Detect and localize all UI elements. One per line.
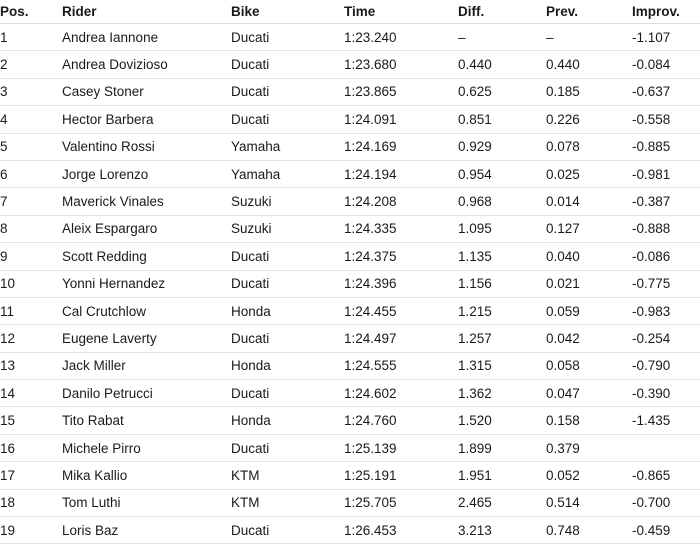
- cell-diff: 1.257: [458, 325, 546, 352]
- cell-rider: Jorge Lorenzo: [62, 160, 231, 187]
- cell-diff: 3.213: [458, 517, 546, 544]
- cell-diff: 0.851: [458, 106, 546, 133]
- table-row: [0, 352, 700, 379]
- cell-pos: 18: [0, 489, 62, 516]
- cell-bike: Ducati: [231, 24, 344, 51]
- cell-prev: 0.514: [546, 489, 632, 516]
- cell-improv: -0.888: [632, 215, 700, 242]
- cell-improv: -0.254: [632, 325, 700, 352]
- cell-prev: 0.379: [546, 434, 632, 461]
- cell-diff: 0.954: [458, 160, 546, 187]
- table-row: [0, 188, 700, 215]
- cell-rider: Scott Redding: [62, 243, 231, 270]
- cell-pos: 13: [0, 352, 62, 379]
- cell-prev: 0.052: [546, 462, 632, 489]
- table-row: [0, 106, 700, 133]
- cell-pos: 14: [0, 380, 62, 407]
- cell-bike: Yamaha: [231, 160, 344, 187]
- cell-prev: 0.042: [546, 325, 632, 352]
- table-row: [0, 78, 700, 105]
- cell-time: 1:23.240: [344, 24, 458, 51]
- cell-bike: Yamaha: [231, 133, 344, 160]
- cell-diff: 0.625: [458, 78, 546, 105]
- cell-time: 1:24.497: [344, 325, 458, 352]
- cell-rider: Casey Stoner: [62, 78, 231, 105]
- table-row: [0, 160, 700, 187]
- table-row: [0, 215, 700, 242]
- cell-prev: 0.014: [546, 188, 632, 215]
- cell-time: 1:24.396: [344, 270, 458, 297]
- cell-bike: Ducati: [231, 51, 344, 78]
- cell-bike: Ducati: [231, 517, 344, 544]
- cell-bike: Honda: [231, 352, 344, 379]
- cell-pos: 2: [0, 51, 62, 78]
- cell-diff: 1.362: [458, 380, 546, 407]
- table-row: [0, 24, 700, 51]
- cell-time: 1:25.705: [344, 489, 458, 516]
- cell-pos: 4: [0, 106, 62, 133]
- table-row: [0, 51, 700, 78]
- cell-diff: 1.899: [458, 434, 546, 461]
- cell-improv: -1.107: [632, 24, 700, 51]
- cell-time: 1:26.453: [344, 517, 458, 544]
- table-row: [0, 407, 700, 434]
- cell-time: 1:24.194: [344, 160, 458, 187]
- cell-time: 1:24.375: [344, 243, 458, 270]
- cell-improv: -0.637: [632, 78, 700, 105]
- cell-bike: Honda: [231, 407, 344, 434]
- cell-bike: Ducati: [231, 270, 344, 297]
- table-row: [0, 380, 700, 407]
- cell-rider: Loris Baz: [62, 517, 231, 544]
- cell-pos: 7: [0, 188, 62, 215]
- header-row: [0, 0, 700, 24]
- cell-prev: –: [546, 24, 632, 51]
- table-body: [0, 24, 700, 544]
- cell-bike: Ducati: [231, 380, 344, 407]
- cell-time: 1:23.680: [344, 51, 458, 78]
- cell-diff: 2.465: [458, 489, 546, 516]
- cell-prev: 0.025: [546, 160, 632, 187]
- cell-pos: 8: [0, 215, 62, 242]
- cell-improv: -0.865: [632, 462, 700, 489]
- cell-pos: 10: [0, 270, 62, 297]
- cell-time: 1:24.169: [344, 133, 458, 160]
- cell-rider: Michele Pirro: [62, 434, 231, 461]
- cell-prev: 0.127: [546, 215, 632, 242]
- cell-prev: 0.748: [546, 517, 632, 544]
- cell-rider: Mika Kallio: [62, 462, 231, 489]
- cell-improv: -0.558: [632, 106, 700, 133]
- cell-improv: -0.086: [632, 243, 700, 270]
- cell-improv: -1.435: [632, 407, 700, 434]
- cell-improv: -0.775: [632, 270, 700, 297]
- cell-rider: Yonni Hernandez: [62, 270, 231, 297]
- cell-diff: 1.315: [458, 352, 546, 379]
- cell-improv: -0.459: [632, 517, 700, 544]
- cell-pos: 15: [0, 407, 62, 434]
- cell-diff: 1.215: [458, 297, 546, 324]
- cell-bike: Ducati: [231, 243, 344, 270]
- cell-prev: 0.078: [546, 133, 632, 160]
- table-row: [0, 243, 700, 270]
- cell-time: 1:24.555: [344, 352, 458, 379]
- cell-diff: 0.440: [458, 51, 546, 78]
- cell-time: 1:24.335: [344, 215, 458, 242]
- cell-improv: -0.700: [632, 489, 700, 516]
- cell-rider: Eugene Laverty: [62, 325, 231, 352]
- cell-rider: Cal Crutchlow: [62, 297, 231, 324]
- header-diff: Diff.: [458, 0, 546, 24]
- cell-bike: Ducati: [231, 325, 344, 352]
- cell-prev: 0.158: [546, 407, 632, 434]
- cell-time: 1:25.191: [344, 462, 458, 489]
- cell-bike: KTM: [231, 462, 344, 489]
- header-time: Time: [344, 0, 458, 24]
- cell-prev: 0.047: [546, 380, 632, 407]
- cell-pos: 6: [0, 160, 62, 187]
- cell-diff: 1.520: [458, 407, 546, 434]
- cell-rider: Jack Miller: [62, 352, 231, 379]
- cell-diff: 0.968: [458, 188, 546, 215]
- cell-diff: 1.095: [458, 215, 546, 242]
- cell-pos: 17: [0, 462, 62, 489]
- cell-diff: –: [458, 24, 546, 51]
- cell-improv: -0.084: [632, 51, 700, 78]
- table-header: [0, 0, 700, 24]
- cell-prev: 0.226: [546, 106, 632, 133]
- cell-rider: Andrea Iannone: [62, 24, 231, 51]
- cell-time: 1:23.865: [344, 78, 458, 105]
- cell-bike: Suzuki: [231, 215, 344, 242]
- cell-pos: 11: [0, 297, 62, 324]
- cell-prev: 0.058: [546, 352, 632, 379]
- cell-rider: Valentino Rossi: [62, 133, 231, 160]
- cell-time: 1:24.455: [344, 297, 458, 324]
- cell-prev: 0.040: [546, 243, 632, 270]
- cell-rider: Danilo Petrucci: [62, 380, 231, 407]
- cell-time: 1:24.208: [344, 188, 458, 215]
- cell-pos: 19: [0, 517, 62, 544]
- cell-bike: KTM: [231, 489, 344, 516]
- table-row: [0, 434, 700, 461]
- cell-improv: -0.983: [632, 297, 700, 324]
- cell-pos: 12: [0, 325, 62, 352]
- cell-bike: Ducati: [231, 106, 344, 133]
- cell-bike: Ducati: [231, 434, 344, 461]
- table-row: [0, 133, 700, 160]
- cell-diff: 1.135: [458, 243, 546, 270]
- cell-improv: [632, 434, 700, 461]
- header-pos: Pos.: [0, 0, 62, 24]
- cell-improv: -0.390: [632, 380, 700, 407]
- cell-time: 1:24.091: [344, 106, 458, 133]
- cell-time: 1:25.139: [344, 434, 458, 461]
- cell-pos: 16: [0, 434, 62, 461]
- table-row: [0, 517, 700, 544]
- cell-pos: 1: [0, 24, 62, 51]
- cell-rider: Aleix Espargaro: [62, 215, 231, 242]
- cell-diff: 1.951: [458, 462, 546, 489]
- cell-rider: Andrea Dovizioso: [62, 51, 231, 78]
- table-row: [0, 462, 700, 489]
- cell-rider: Tom Luthi: [62, 489, 231, 516]
- cell-improv: -0.790: [632, 352, 700, 379]
- cell-rider: Tito Rabat: [62, 407, 231, 434]
- cell-prev: 0.440: [546, 51, 632, 78]
- cell-rider: Maverick Vinales: [62, 188, 231, 215]
- cell-diff: 0.929: [458, 133, 546, 160]
- cell-time: 1:24.602: [344, 380, 458, 407]
- cell-diff: 1.156: [458, 270, 546, 297]
- table-row: [0, 489, 700, 516]
- cell-improv: -0.981: [632, 160, 700, 187]
- cell-bike: Suzuki: [231, 188, 344, 215]
- cell-prev: 0.185: [546, 78, 632, 105]
- table-row: [0, 325, 700, 352]
- cell-rider: Hector Barbera: [62, 106, 231, 133]
- table-row: [0, 270, 700, 297]
- header-rider: Rider: [62, 0, 231, 24]
- cell-bike: Ducati: [231, 78, 344, 105]
- cell-pos: 5: [0, 133, 62, 160]
- cell-improv: -0.387: [632, 188, 700, 215]
- header-improv: Improv.: [632, 0, 700, 24]
- cell-prev: 0.021: [546, 270, 632, 297]
- header-bike: Bike: [231, 0, 344, 24]
- cell-pos: 9: [0, 243, 62, 270]
- header-prev: Prev.: [546, 0, 632, 24]
- cell-time: 1:24.760: [344, 407, 458, 434]
- cell-improv: -0.885: [632, 133, 700, 160]
- cell-prev: 0.059: [546, 297, 632, 324]
- table-row: [0, 297, 700, 324]
- cell-pos: 3: [0, 78, 62, 105]
- cell-bike: Honda: [231, 297, 344, 324]
